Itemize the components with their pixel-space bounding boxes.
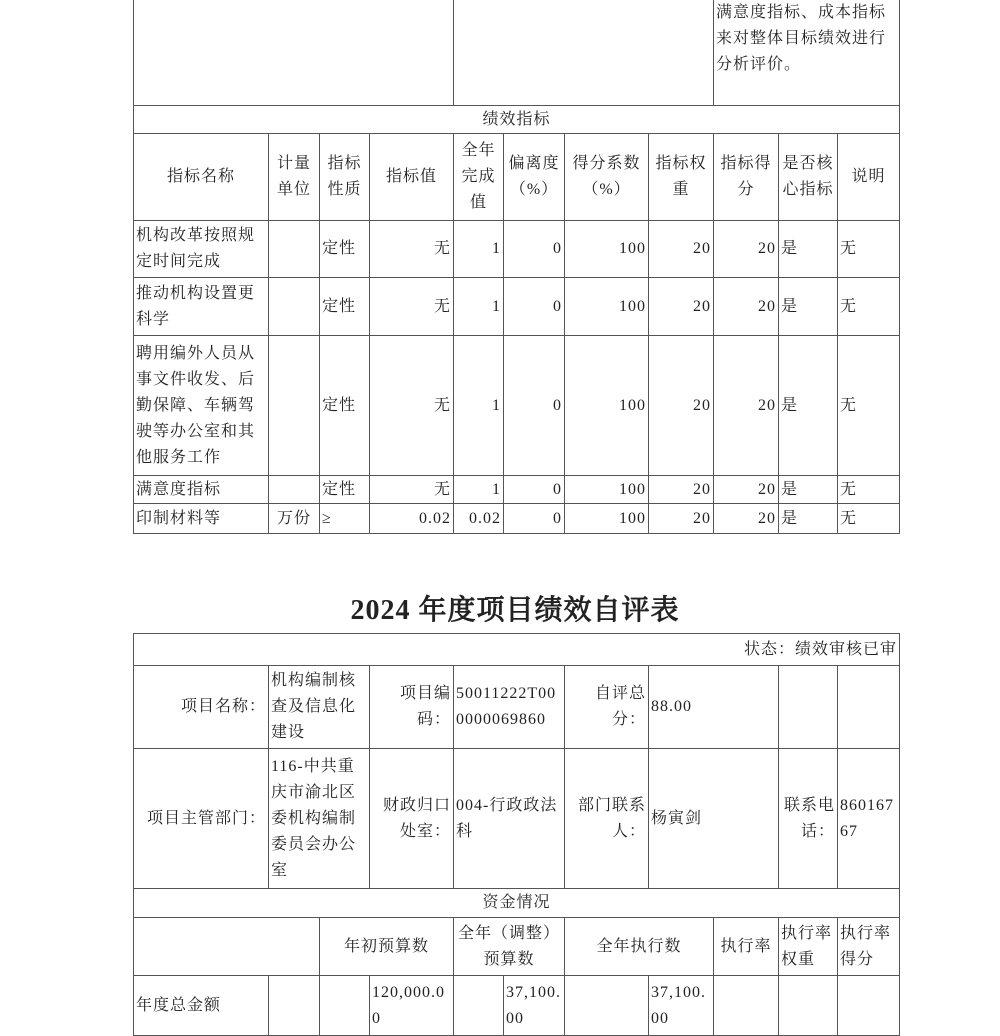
status-text: 状态：绩效审核已审	[134, 634, 900, 666]
empty-cell	[269, 976, 320, 1036]
remark-cell: 无	[838, 336, 900, 476]
section-title: 绩效指标	[134, 106, 900, 134]
score-coefficient-cell: 100	[565, 476, 649, 504]
indicators-table	[133, 0, 900, 534]
table-row	[134, 336, 900, 476]
score-coefficient-cell: 100	[565, 278, 649, 336]
deviation-cell: 0	[504, 278, 565, 336]
empty-cell	[134, 918, 320, 976]
target-value-cell: 无	[370, 336, 454, 476]
empty-cell	[779, 976, 838, 1036]
self-score: 88.00	[649, 666, 779, 749]
funds-title: 资金情况	[134, 889, 900, 918]
indicator-name-cell: 推动机构设置更科学	[134, 278, 269, 336]
nature-cell: 定性	[320, 476, 370, 504]
finance: 004-行政政法科	[454, 749, 565, 889]
report-title: 2024 年度项目绩效自评表	[350, 595, 680, 626]
indicator-name-cell: 聘用编外人员从事文件收发、后勤保障、车辆驾驶等办公室和其他服务工作	[134, 336, 269, 476]
table-row	[134, 221, 900, 278]
actual-value-cell: 1	[454, 336, 504, 476]
nature-cell: 定性	[320, 336, 370, 476]
project-name: 机构编制核查及信息化建设	[269, 666, 370, 749]
target-value-cell: 无	[370, 221, 454, 278]
funds-header: 全年执行数	[565, 918, 714, 976]
empty-cell	[454, 976, 504, 1036]
weight-cell: 20	[649, 278, 714, 336]
empty-cell	[714, 976, 779, 1036]
is-core-cell: 是	[779, 336, 838, 476]
executed: 37,100.00	[649, 976, 714, 1036]
score-cell: 20	[714, 221, 779, 278]
actual-value-cell: 1	[454, 278, 504, 336]
remark-cell: 无	[838, 278, 900, 336]
nature-cell: ≥	[320, 504, 370, 534]
unit-cell	[269, 336, 320, 476]
header-cell: 指标得分	[714, 134, 779, 221]
nature-cell: 定性	[320, 278, 370, 336]
score-coefficient-cell: 100	[565, 221, 649, 278]
empty-cell	[779, 666, 838, 749]
table-row	[134, 504, 900, 534]
header-cell: 全年完成值	[454, 134, 504, 221]
total-label: 年度总金额	[134, 976, 269, 1036]
actual-value-cell: 0.02	[454, 504, 504, 534]
empty-cell	[320, 976, 370, 1036]
header-row	[134, 134, 900, 221]
header-cell: 得分系数（%）	[565, 134, 649, 221]
empty-cell	[838, 976, 900, 1036]
weight-cell: 20	[649, 476, 714, 504]
header-cell: 偏离度（%）	[504, 134, 565, 221]
deviation-cell: 0	[504, 504, 565, 534]
remark-cell: 无	[838, 504, 900, 534]
indicator-name-cell: 满意度指标	[134, 476, 269, 504]
empty-cell	[838, 666, 900, 749]
initial-budget: 120,000.00	[370, 976, 454, 1036]
funds-header: 执行率	[714, 918, 779, 976]
target-value-cell: 无	[370, 278, 454, 336]
self-evaluation-table	[133, 633, 900, 1036]
funds-header: 执行率得分	[838, 918, 900, 976]
is-core-cell: 是	[779, 278, 838, 336]
contact-label: 部门联系人：	[565, 749, 649, 889]
score-cell: 20	[714, 504, 779, 534]
deviation-cell: 0	[504, 336, 565, 476]
is-core-cell: 是	[779, 504, 838, 534]
header-cell: 指标值	[370, 134, 454, 221]
unit-cell	[269, 476, 320, 504]
deviation-cell: 0	[504, 476, 565, 504]
empty-cell	[565, 976, 649, 1036]
unit-cell: 万份	[269, 504, 320, 534]
target-value-cell: 无	[370, 476, 454, 504]
deviation-cell: 0	[504, 221, 565, 278]
project-code-label: 项目编码：	[370, 666, 454, 749]
note-cell: 满意度指标、成本指标来对整体目标绩效进行分析评价。	[714, 0, 900, 106]
remark-cell: 无	[838, 221, 900, 278]
actual-value-cell: 1	[454, 221, 504, 278]
score-coefficient-cell: 100	[565, 504, 649, 534]
header-cell: 指标性质	[320, 134, 370, 221]
is-core-cell: 是	[779, 221, 838, 278]
dept-label: 项目主管部门：	[134, 749, 269, 889]
weight-cell: 20	[649, 336, 714, 476]
score-cell: 20	[714, 476, 779, 504]
weight-cell: 20	[649, 504, 714, 534]
phone: 86016767	[838, 749, 900, 889]
header-cell: 计量单位	[269, 134, 320, 221]
unit-cell	[269, 278, 320, 336]
header-cell: 指标名称	[134, 134, 269, 221]
indicator-name-cell: 机构改革按照规定时间完成	[134, 221, 269, 278]
header-cell: 指标权重	[649, 134, 714, 221]
nature-cell: 定性	[320, 221, 370, 278]
empty-cell	[134, 0, 454, 106]
score-cell: 20	[714, 336, 779, 476]
funds-header: 年初预算数	[320, 918, 454, 976]
dept: 116-中共重庆市渝北区委机构编制委员会办公室	[269, 749, 370, 889]
empty-cell	[454, 0, 714, 106]
finance-label: 财政归口处室：	[370, 749, 454, 889]
unit-cell	[269, 221, 320, 278]
remark-cell: 无	[838, 476, 900, 504]
score-cell: 20	[714, 278, 779, 336]
actual-value-cell: 1	[454, 476, 504, 504]
phone-label: 联系电话：	[779, 749, 838, 889]
score-coefficient-cell: 100	[565, 336, 649, 476]
target-value-cell: 0.02	[370, 504, 454, 534]
adjusted-budget: 37,100.00	[504, 976, 565, 1036]
table-row	[134, 278, 900, 336]
self-score-label: 自评总分：	[565, 666, 649, 749]
header-cell: 说明	[838, 134, 900, 221]
funds-header: 执行率权重	[779, 918, 838, 976]
project-name-label: 项目名称：	[134, 666, 269, 749]
table-row	[134, 476, 900, 504]
indicator-name-cell: 印制材料等	[134, 504, 269, 534]
funds-header: 全年（调整）预算数	[454, 918, 565, 976]
is-core-cell: 是	[779, 476, 838, 504]
weight-cell: 20	[649, 221, 714, 278]
header-cell: 是否核心指标	[779, 134, 838, 221]
contact: 杨寅剑	[649, 749, 779, 889]
project-code: 50011222T000000069860	[454, 666, 565, 749]
